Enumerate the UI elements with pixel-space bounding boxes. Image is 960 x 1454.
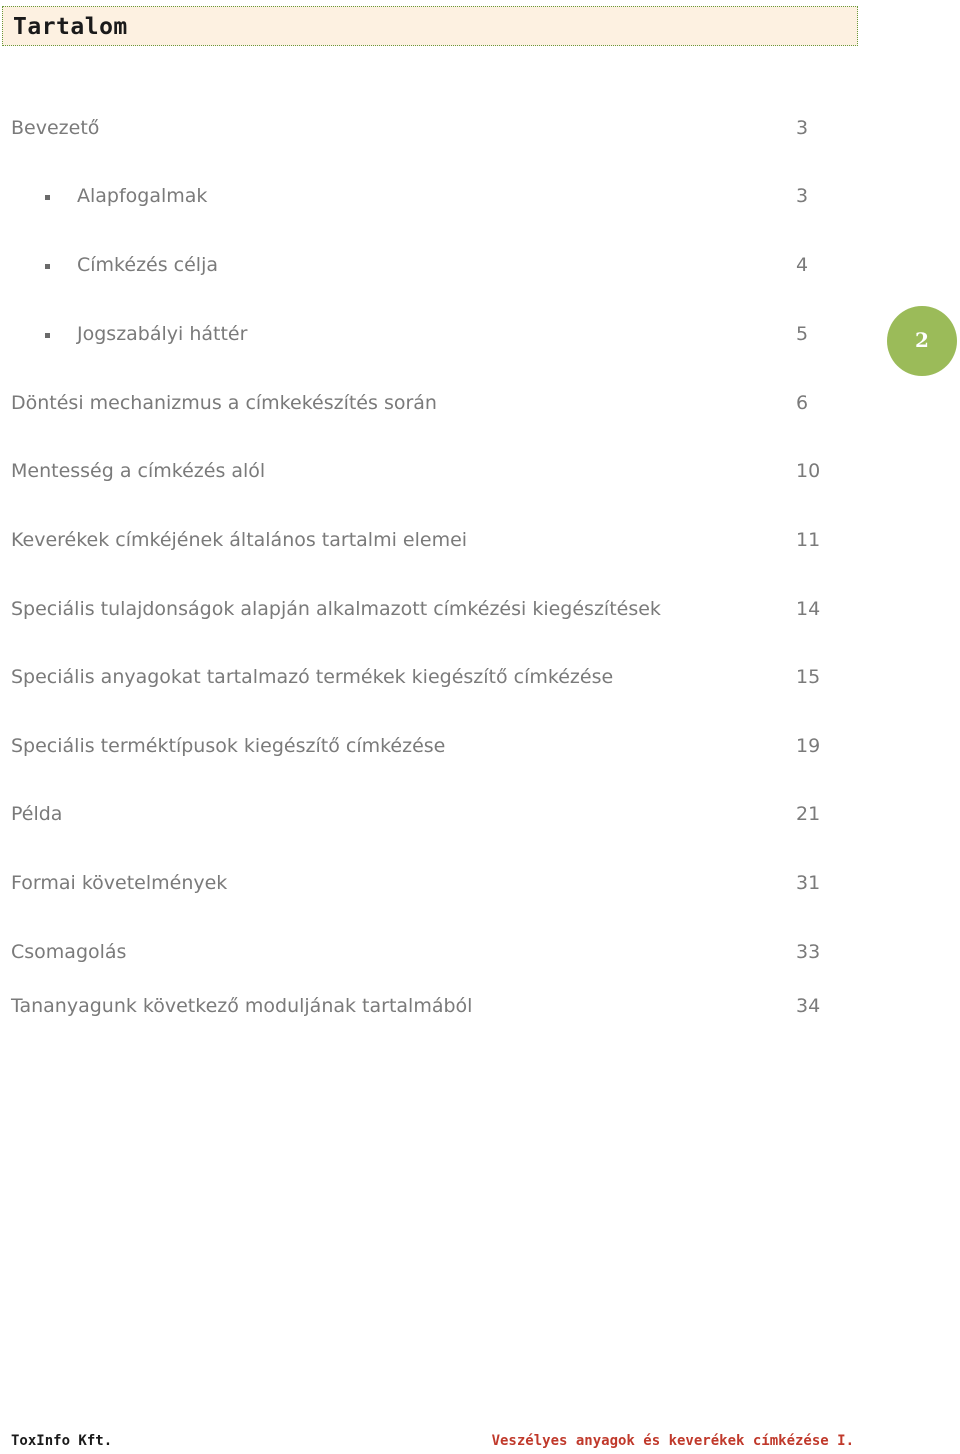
- toc-page-number: 10: [796, 460, 821, 482]
- toc-label: Alapfogalmak: [77, 185, 208, 207]
- toc-label: Jogszabályi háttér: [77, 323, 248, 345]
- toc-entry-specialis-termektipusok[interactable]: [0, 735, 830, 761]
- toc-entry-specialis-tulajdonsagok[interactable]: [0, 598, 830, 624]
- toc-label: Mentesség a címkézés alól: [11, 460, 266, 482]
- toc-label: Speciális anyagokat tartalmazó termékek kiegészítő címkézése: [11, 666, 614, 688]
- toc-label: Speciális tulajdonságok alapján alkalmazott címkézési kiegészítések: [11, 598, 661, 620]
- toc-entry-bevezeto[interactable]: [0, 117, 830, 143]
- toc-page-number: 3: [796, 185, 809, 207]
- toc-label: Tananyagunk következő moduljának tartalmából: [11, 995, 473, 1017]
- toc-page-number: 21: [796, 803, 821, 825]
- toc-entry-dontesi-mechanizmus[interactable]: [0, 392, 830, 418]
- toc-label: Csomagolás: [11, 941, 127, 963]
- toc-entry-pelda[interactable]: [0, 803, 830, 829]
- toc-label: Speciális terméktípusok kiegészítő címkézése: [11, 735, 446, 757]
- toc-entry-kovetkezo-modul[interactable]: [0, 995, 830, 1021]
- toc-entry-jogszabalyi-hatter[interactable]: [0, 323, 830, 349]
- toc-page-number: 33: [796, 941, 821, 963]
- toc-page-number: 4: [796, 254, 809, 276]
- toc-entry-keverekek[interactable]: [0, 529, 830, 555]
- toc-label: Döntési mechanizmus a címkekészítés során: [11, 392, 437, 414]
- toc-entry-cimkezes-celja[interactable]: [0, 254, 830, 280]
- section-title-box: [2, 6, 858, 46]
- toc-label: Formai követelmények: [11, 872, 228, 894]
- toc-entry-csomagolas[interactable]: [0, 941, 830, 967]
- toc-entry-formai-kovetelmenyek[interactable]: [0, 872, 830, 898]
- toc-label: Bevezető: [11, 117, 100, 139]
- bullet-icon: [45, 333, 50, 338]
- toc-label: Példa: [11, 803, 63, 825]
- bullet-icon: [45, 264, 50, 269]
- footer-company: ToxInfo Kft.: [11, 1433, 113, 1449]
- toc-label: Keverékek címkéjének általános tartalmi elemei: [11, 529, 468, 551]
- toc-entry-alapfogalmak[interactable]: [0, 185, 830, 211]
- toc-page-number: 15: [796, 666, 821, 688]
- toc-page-number: 34: [796, 995, 821, 1017]
- page-number: 2: [915, 328, 929, 352]
- toc-page-number: 6: [796, 392, 809, 414]
- toc-page-number: 14: [796, 598, 821, 620]
- section-title: Tartalom: [13, 14, 128, 40]
- page-number-badge: [887, 306, 957, 376]
- toc-entry-specialis-anyagok[interactable]: [0, 666, 830, 692]
- toc-page-number: 3: [796, 117, 809, 139]
- footer-document-title: Veszélyes anyagok és keverékek címkézése I.: [491, 1433, 854, 1449]
- toc-entry-mentesseg[interactable]: [0, 460, 830, 486]
- bullet-icon: [45, 195, 50, 200]
- toc-page-number: 11: [796, 529, 821, 551]
- toc-label: Címkézés célja: [77, 254, 219, 276]
- toc-page-number: 31: [796, 872, 821, 894]
- toc-page-number: 19: [796, 735, 821, 757]
- toc-page-number: 5: [796, 323, 809, 345]
